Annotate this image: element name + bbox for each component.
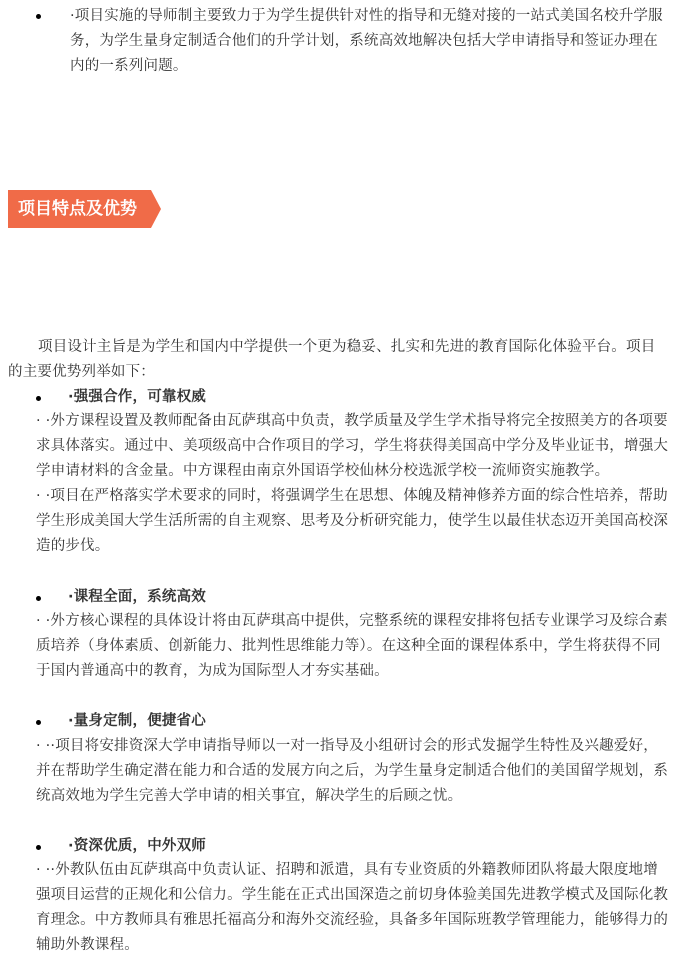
advantage-item-text: · ·外方课程设置及教师配备由瓦萨琪高中负责，教学质量及学生学术指导将完全按照美方的各项要求具体落实。通过中、美项级高中合作项目的学习，学生将获得美国高中学分及毕业证书，增强大学申请材料的含金量。中方课程由南京外国语学校仙林分校选派学校一流师资实施教学。 [36, 413, 669, 479]
advantage-item [36, 484, 672, 559]
advantage-item-text: · ··项目将安排资深大学申请指导师以一对一指导及小组研讨会的形式发掘学生特性及兴趣爱好，并在帮助学生确定潜在能力和合适的发展方向之后，为学生量身定制适合他们的美国留学规划，系统高效地为学生完善大学申请的相关事宜，解决学生的后顾之忧。 [36, 738, 669, 804]
section-heading-badge [8, 190, 161, 228]
badge-arrow-icon [151, 190, 161, 228]
advantage-item [36, 734, 672, 809]
bullet-dot [36, 720, 41, 725]
advantage-item-text: · ·外方核心课程的具体设计将由瓦萨琪高中提供，完整系统的课程安排将包括专业课学习及综合素质培养（身体素质、创新能力、批判性思维能力等）。在这种全面的课程体系中，学生将获得不同于国内普通高中的教育，为成为国际型人才夯实基础。 [36, 613, 668, 679]
advantage-title: ·量身定制，便捷省心 [68, 713, 207, 729]
bullet-dot [36, 596, 41, 601]
advantage-item-text: · ·项目在严格落实学术要求的同时，将强调学生在思想、体魄及精神修养方面的综合性培养，帮助学生形成美国大学生活所需的自主观察、思考及分析研究能力，使学生以最佳状态迈开美国高校深造的步伐。 [36, 488, 669, 554]
summary-text: 项目设计主旨是为学生和国内中学提供一个更为稳妥、扎实和先进的教育国际化体验平台。项目的主要优势列举如下： [8, 339, 656, 380]
advantage-item [36, 858, 672, 958]
bullet-dot [36, 845, 41, 850]
advantage-item-text: · ··外教队伍由瓦萨琪高中负责认证、招聘和派遣，具有专业资质的外籍教师团队将最大限度地增强项目运营的正规化和公信力。学生能在正式出国深造之前切身体验美国先进教学模式及国际化教育理念。中方教师具有雅思托福高分和海外交流经验，具备多年国际班教学管理能力，能够得力的辅助外教课程。 [36, 862, 669, 953]
advantage-title: ·课程全面，系统高效 [68, 589, 207, 605]
bullet-dot [36, 396, 41, 401]
section-heading: 项目特点及优势 [8, 190, 151, 228]
intro-text: ·项目实施的导师制主要致力于为学生提供针对性的指导和无缝对接的一站式美国名校升学服务，为学生量身定制适合他们的升学计划，系统高效地解决包括大学申请指导和签证办理在内的一系列问题。 [70, 8, 663, 74]
advantage-title: ·资深优质，中外双师 [68, 838, 207, 854]
intro-paragraph [70, 4, 670, 79]
summary-paragraph [8, 335, 670, 385]
advantage-title: ·强强合作，可靠权威 [68, 389, 207, 405]
advantage-item [36, 609, 672, 684]
bullet-dot [36, 14, 41, 19]
advantage-item [36, 409, 672, 484]
